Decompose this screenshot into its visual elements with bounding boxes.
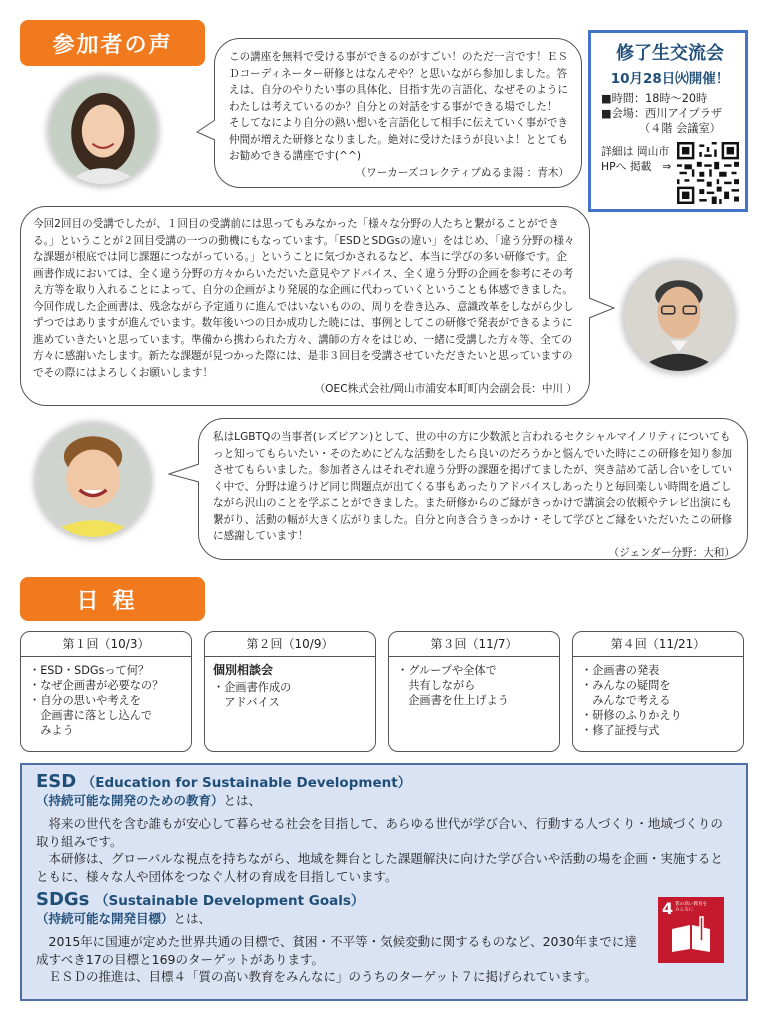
session-item: ・自分の思いや考えを 企画書に落とし込んで みよう: [29, 694, 153, 737]
session-item: ・ESD・SDGsって何？: [29, 664, 150, 677]
esd-paragraph-2: 本研修は、グローバルな視点を持ちながら、地域を舞台とした課題解決に向けた学び合いや活動の場を企画・実施するとともに、様々な人や団体をつなぐ人材の育成を目指しています。: [36, 851, 723, 884]
sdg-goal-4-icon: [658, 897, 724, 963]
event-title: 修了生交流会: [616, 43, 724, 64]
voice-attribution: （OEC株式会社/岡山市浦安本町町内会副会長：中川 ）: [314, 383, 577, 395]
session-card-4: [572, 631, 744, 752]
esd-paragraph-1: 将来の世代を含む誰もが安心して暮らせる社会を目指して、あらゆる世代が学び合い、行動する人づくり・地域づくりの取り組みです。: [36, 816, 723, 849]
session-heading: 第３回（11/7）: [389, 632, 559, 657]
avatar-aoki: [50, 78, 156, 184]
session-heading: 第２回（10/9）: [205, 632, 375, 657]
event-room: （４階 会議室）: [639, 122, 721, 135]
sdgs-english: （Sustainable Development Goals）: [94, 893, 365, 909]
voice-text: この講座を無料で受ける事ができるのがすごい！のただ一言です！ＥＳＤコーディネーター研修とはなんぞや？と思いながら参加しました。答えは、自分のやりたい事の具体化、目指す先の言語化、なぜそのようにわたしは考えているのか？自分との対話をする事ができる場でした！ そしてなにより自分の熱い想いを言語化して相手に伝えていく事ができ仲間が増えた研修となりました。絶対に受けたほうが良いよ！ととてもお勧めできる講座です(^^): [229, 51, 568, 162]
event-time: ■時間：18時～20時: [601, 92, 708, 105]
event-date: 10月28日㈫開催！: [610, 71, 730, 87]
bubble-tail: [588, 296, 616, 320]
session-heading: 第１回（10/3）: [21, 632, 191, 657]
sdgs-japanese: （持続可能な開発目標）: [36, 911, 174, 926]
voice-text: 私はLGBTQの当事者(レズビアン)として、世の中の方に少数派と言われるセクシャルマイノリティについてもっと知ってもらいたい・そのためにどんな活動をしたら良いのだろうかと悩んでいた時にこの研修を知り参加させてもらいました。参加者さんはそれぞれ違う分野の課題を掲げてましたが、突き詰めて話し合いをしていく中で、分野は違うけど同じ問題点が出てくる事もあったりアドバイスしあったりと毎回楽しい時間を過ごしながら沢山のことを学ぶことができました。また研修からのご縁がきっかけで講演会の依頼やテレビ出演にも繋がり、活動の幅が大きく広がりました。自分と向き合うきっかけ・そして学びとご縁をいただいたこの研修に感謝しています！: [213, 431, 733, 542]
avatar-nakagawa: [625, 263, 733, 371]
sdgs-paragraph-2: ＥＳＤの推進は、目標４「質の高い教育をみんなに」のうちのターゲット７に掲げられています。: [36, 969, 598, 984]
session-card-2: [204, 631, 376, 752]
goal-label: 質の高い教育をみんなに: [675, 902, 708, 913]
goal-number: 4: [662, 899, 674, 918]
session-item: ・なぜ企画書が必要なの？: [29, 679, 164, 692]
voice-bubble-nakagawa: [20, 206, 590, 406]
session-item: ・研修のふりかえり: [581, 709, 682, 722]
bubble-tail: [168, 462, 200, 484]
bubble-tail: [196, 118, 218, 142]
event-venue: ■会場：西川アイプラザ: [601, 107, 723, 120]
voice-bubble-yamato: [198, 418, 748, 560]
event-detail: 詳細は 岡山市HPへ 掲載 ⇒: [601, 145, 672, 173]
session-item: ・企画書の発表: [581, 664, 660, 677]
session-card-1: [20, 631, 192, 752]
session-card-3: [388, 631, 560, 752]
sdgs-suffix: とは、: [173, 911, 212, 926]
session-subtitle: 個別相談会: [213, 663, 274, 677]
esd-heading: ESD: [36, 771, 77, 792]
esd-sdgs-info-panel: [20, 763, 748, 1001]
section-title-voices: 参加者の声: [20, 20, 205, 66]
sdgs-heading: SDGs: [36, 889, 90, 910]
esd-english: （Education for Sustainable Development）: [81, 775, 412, 791]
voice-attribution: （ワーカーズコレクティブぬるま湯 ：青木）: [355, 166, 569, 179]
section-title-schedule: 日程: [20, 577, 205, 621]
avatar-yamato: [37, 425, 149, 537]
esd-suffix: とは、: [223, 793, 262, 808]
session-heading: 第４回（11/21）: [573, 632, 743, 657]
voice-bubble-aoki: [214, 38, 582, 188]
session-item: ・企画書作成の アドバイス: [213, 681, 292, 709]
session-item: ・みんなの疑問を みんなで考える: [581, 679, 671, 707]
session-item: ・グループや全体で 共有しながら 企画書を仕上げよう: [397, 664, 509, 707]
session-item: ・修了証授与式: [581, 724, 660, 737]
alumni-event-box: [588, 30, 748, 212]
sdgs-paragraph-1: 2015年に国連が定めた世界共通の目標で、貧困・不平等・気候変動に関するものなど、2030年までに達成すべき17の目標と169のターゲットがあります。: [36, 934, 637, 967]
voice-attribution: （ジェンダー分野：大和）: [608, 546, 735, 559]
esd-japanese: （持続可能な開発のための教育）: [36, 793, 224, 808]
voice-text: 今回2回目の受講でしたが、１回目の受講前には思ってもみなかった「様々な分野の人たちと繋がることができる。」ということが２回目受講の一つの動機にもなっています。「ESDとSDGsの違い」をはじめ、「違う分野の様々な課題が根底では同じ課題につながっている。」ということに気づかされるなど、本当に学びの多い研修です。企画書作成においては、全く違う分野の方々からいただいた意見やアドバイス、全く違う分野の企画を参考にその考え方等を取り入れることによって、自分の企画がより発展的な企画に代わっていくということも体感できました。今回作成した企画書は、残念ながら予定通りに進んではいないものの、周りを巻き込み、意識改革をしながら少しずつではありますが進んでいます。数年後いつの日か成功した暁には、事例としてこの研修で発表ができるように進めていきたいと思っています。準備から携わられた方々、講師の方々をはじめ、一緒に受講した方々等、全ての方々に感謝いたします。新たな課題が見つかった際には、是非３回目を受講させていただきたいと思っていますのでその際にはよろしくお願いします！: [33, 218, 575, 379]
qr-code[interactable]: [677, 142, 739, 204]
